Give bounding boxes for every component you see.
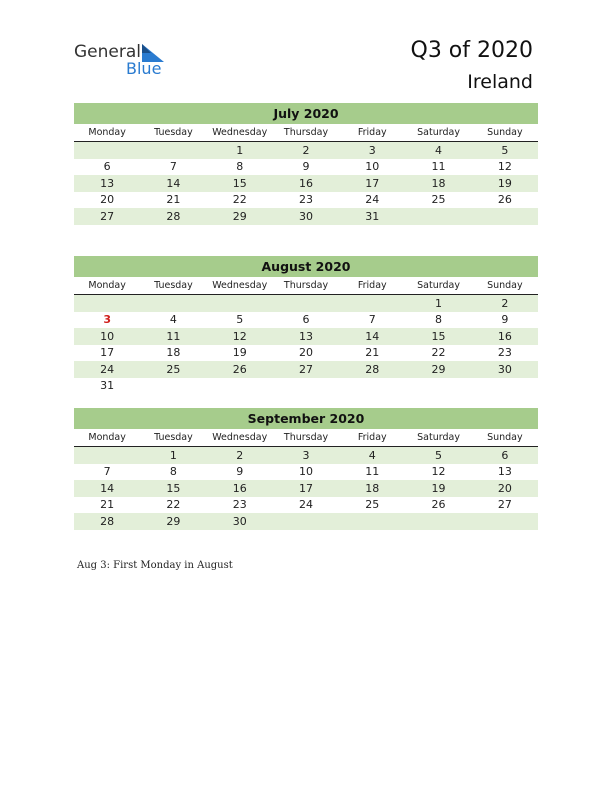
logo-word-general: General xyxy=(74,42,141,62)
day-cell: 7 xyxy=(103,465,111,479)
day-cell: 4 xyxy=(339,447,405,464)
day-cell: 29 xyxy=(140,513,206,530)
day-cell: 22 xyxy=(431,346,446,360)
day-cell: 2 xyxy=(273,142,339,159)
empty-day-cell xyxy=(140,142,206,159)
day-cell: 30 xyxy=(472,361,538,378)
day-cell: 28 xyxy=(74,513,140,530)
weekday-header: Tuesday xyxy=(140,124,206,142)
week-row xyxy=(74,513,538,530)
day-cell: 20 xyxy=(472,480,538,497)
month-title: July 2020 xyxy=(74,103,538,124)
day-cell: 14 xyxy=(339,328,405,345)
weekday-header: Wednesday xyxy=(207,277,273,295)
day-cell: 18 xyxy=(166,346,181,360)
day-cell: 13 xyxy=(74,175,140,192)
month-title: August 2020 xyxy=(74,256,538,277)
empty-day-cell xyxy=(74,447,140,464)
day-cell: 24 xyxy=(74,361,140,378)
month-grid xyxy=(74,277,538,394)
empty-day-cell xyxy=(207,378,273,395)
day-cell: 7 xyxy=(169,160,177,174)
day-cell: 24 xyxy=(298,498,313,512)
empty-day-cell xyxy=(207,295,273,312)
day-cell: 10 xyxy=(74,328,140,345)
holiday-note: Aug 3: First Monday in August xyxy=(77,560,233,571)
day-cell: 14 xyxy=(140,175,206,192)
day-cell: 25 xyxy=(365,498,380,512)
week-row xyxy=(74,464,538,481)
weekday-header: Tuesday xyxy=(140,429,206,447)
day-cell: 8 xyxy=(435,313,443,327)
day-cell: 9 xyxy=(236,465,244,479)
empty-day-cell xyxy=(405,208,471,225)
empty-day-cell xyxy=(273,378,339,395)
day-cell: 20 xyxy=(298,346,313,360)
country-name: Ireland xyxy=(467,71,533,93)
day-cell: 31 xyxy=(100,379,115,393)
day-cell: 6 xyxy=(103,160,111,174)
day-cell: 25 xyxy=(140,361,206,378)
day-cell: 21 xyxy=(166,193,181,207)
day-cell: 20 xyxy=(100,193,115,207)
day-cell: 6 xyxy=(472,447,538,464)
day-cell: 8 xyxy=(236,160,244,174)
week-row xyxy=(74,480,538,497)
empty-day-cell xyxy=(74,295,140,312)
weekday-header: Monday xyxy=(74,277,140,295)
week-row xyxy=(74,208,538,225)
day-cell: 26 xyxy=(431,498,446,512)
day-cell: 17 xyxy=(339,175,405,192)
day-cell: 31 xyxy=(339,208,405,225)
empty-day-cell xyxy=(140,378,206,395)
weekday-header: Thursday xyxy=(273,124,339,142)
week-row xyxy=(74,497,538,514)
holiday-notes xyxy=(77,560,233,571)
logo-word-blue: Blue xyxy=(126,59,162,78)
day-cell: 28 xyxy=(339,361,405,378)
day-cell: 3 xyxy=(273,447,339,464)
empty-day-cell xyxy=(273,513,339,530)
day-cell: 19 xyxy=(472,175,538,192)
empty-day-cell xyxy=(472,208,538,225)
week-row xyxy=(74,328,538,345)
day-cell: 4 xyxy=(169,313,177,327)
weekday-header: Saturday xyxy=(405,277,471,295)
month-grid xyxy=(74,429,538,530)
day-cell: 23 xyxy=(298,193,313,207)
day-cell: 11 xyxy=(365,465,380,479)
weekday-header: Friday xyxy=(339,124,405,142)
day-cell: 26 xyxy=(207,361,273,378)
day-cell: 11 xyxy=(140,328,206,345)
week-row xyxy=(74,175,538,192)
week-row xyxy=(74,312,538,329)
day-cell: 6 xyxy=(302,313,310,327)
day-cell: 15 xyxy=(140,480,206,497)
day-cell: 25 xyxy=(431,193,446,207)
empty-day-cell xyxy=(273,295,339,312)
day-cell: 19 xyxy=(405,480,471,497)
day-cell: 7 xyxy=(368,313,376,327)
day-cell: 15 xyxy=(405,328,471,345)
day-cell: 2 xyxy=(472,295,538,312)
empty-day-cell xyxy=(140,295,206,312)
empty-day-cell xyxy=(472,378,538,395)
week-row xyxy=(74,361,538,378)
empty-day-cell xyxy=(405,378,471,395)
day-cell: 10 xyxy=(365,160,380,174)
day-cell: 1 xyxy=(207,142,273,159)
weekday-header: Wednesday xyxy=(207,429,273,447)
day-cell: 16 xyxy=(273,175,339,192)
page-title: Q3 of 2020 xyxy=(410,38,533,63)
day-cell: 18 xyxy=(339,480,405,497)
day-cell: 28 xyxy=(140,208,206,225)
weekday-header: Thursday xyxy=(273,429,339,447)
day-cell: 19 xyxy=(232,346,247,360)
day-cell: 22 xyxy=(166,498,181,512)
brand-logo xyxy=(74,42,194,78)
day-cell: 5 xyxy=(472,142,538,159)
day-cell: 16 xyxy=(207,480,273,497)
holiday-day-cell: 3 xyxy=(103,313,111,327)
day-cell: 12 xyxy=(207,328,273,345)
weekday-header: Sunday xyxy=(472,124,538,142)
day-cell: 15 xyxy=(207,175,273,192)
day-cell: 23 xyxy=(232,498,247,512)
day-cell: 18 xyxy=(405,175,471,192)
day-cell: 26 xyxy=(497,193,512,207)
day-cell: 13 xyxy=(497,465,512,479)
empty-day-cell xyxy=(339,513,405,530)
day-cell: 14 xyxy=(74,480,140,497)
day-cell: 30 xyxy=(207,513,273,530)
week-row xyxy=(74,142,538,159)
day-cell: 27 xyxy=(273,361,339,378)
day-cell: 17 xyxy=(273,480,339,497)
weekday-header: Monday xyxy=(74,429,140,447)
weekday-header: Wednesday xyxy=(207,124,273,142)
week-row xyxy=(74,447,538,464)
weekday-header: Thursday xyxy=(273,277,339,295)
day-cell: 13 xyxy=(273,328,339,345)
day-cell: 12 xyxy=(431,465,446,479)
day-cell: 30 xyxy=(273,208,339,225)
empty-day-cell xyxy=(339,295,405,312)
day-cell: 21 xyxy=(365,346,380,360)
weekday-header: Monday xyxy=(74,124,140,142)
day-cell: 27 xyxy=(74,208,140,225)
week-row xyxy=(74,345,538,362)
day-cell: 2 xyxy=(207,447,273,464)
day-cell: 3 xyxy=(339,142,405,159)
week-row xyxy=(74,378,538,395)
day-cell: 22 xyxy=(232,193,247,207)
day-cell: 8 xyxy=(169,465,177,479)
calendar-month-july xyxy=(74,103,538,225)
day-cell: 5 xyxy=(405,447,471,464)
day-cell: 27 xyxy=(497,498,512,512)
day-cell: 1 xyxy=(140,447,206,464)
day-cell: 29 xyxy=(207,208,273,225)
empty-day-cell xyxy=(405,513,471,530)
weekday-header: Sunday xyxy=(472,277,538,295)
week-row xyxy=(74,192,538,209)
day-cell: 11 xyxy=(431,160,446,174)
weekday-header: Sunday xyxy=(472,429,538,447)
weekday-header: Friday xyxy=(339,277,405,295)
day-cell: 12 xyxy=(497,160,512,174)
day-cell: 9 xyxy=(501,313,509,327)
month-title: September 2020 xyxy=(74,408,538,429)
empty-day-cell xyxy=(74,142,140,159)
month-grid xyxy=(74,124,538,225)
day-cell: 9 xyxy=(302,160,310,174)
weekday-header: Saturday xyxy=(405,429,471,447)
day-cell: 29 xyxy=(405,361,471,378)
calendar-month-september xyxy=(74,408,538,530)
day-cell: 23 xyxy=(497,346,512,360)
week-row xyxy=(74,159,538,176)
day-cell: 1 xyxy=(405,295,471,312)
calendar-month-august xyxy=(74,256,538,394)
day-cell: 16 xyxy=(472,328,538,345)
day-cell: 10 xyxy=(298,465,313,479)
empty-day-cell xyxy=(339,378,405,395)
day-cell: 5 xyxy=(236,313,244,327)
day-cell: 24 xyxy=(365,193,380,207)
day-cell: 4 xyxy=(405,142,471,159)
weekday-header: Friday xyxy=(339,429,405,447)
empty-day-cell xyxy=(472,513,538,530)
weekday-header: Tuesday xyxy=(140,277,206,295)
weekday-header: Saturday xyxy=(405,124,471,142)
week-row xyxy=(74,295,538,312)
day-cell: 21 xyxy=(100,498,115,512)
day-cell: 17 xyxy=(100,346,115,360)
